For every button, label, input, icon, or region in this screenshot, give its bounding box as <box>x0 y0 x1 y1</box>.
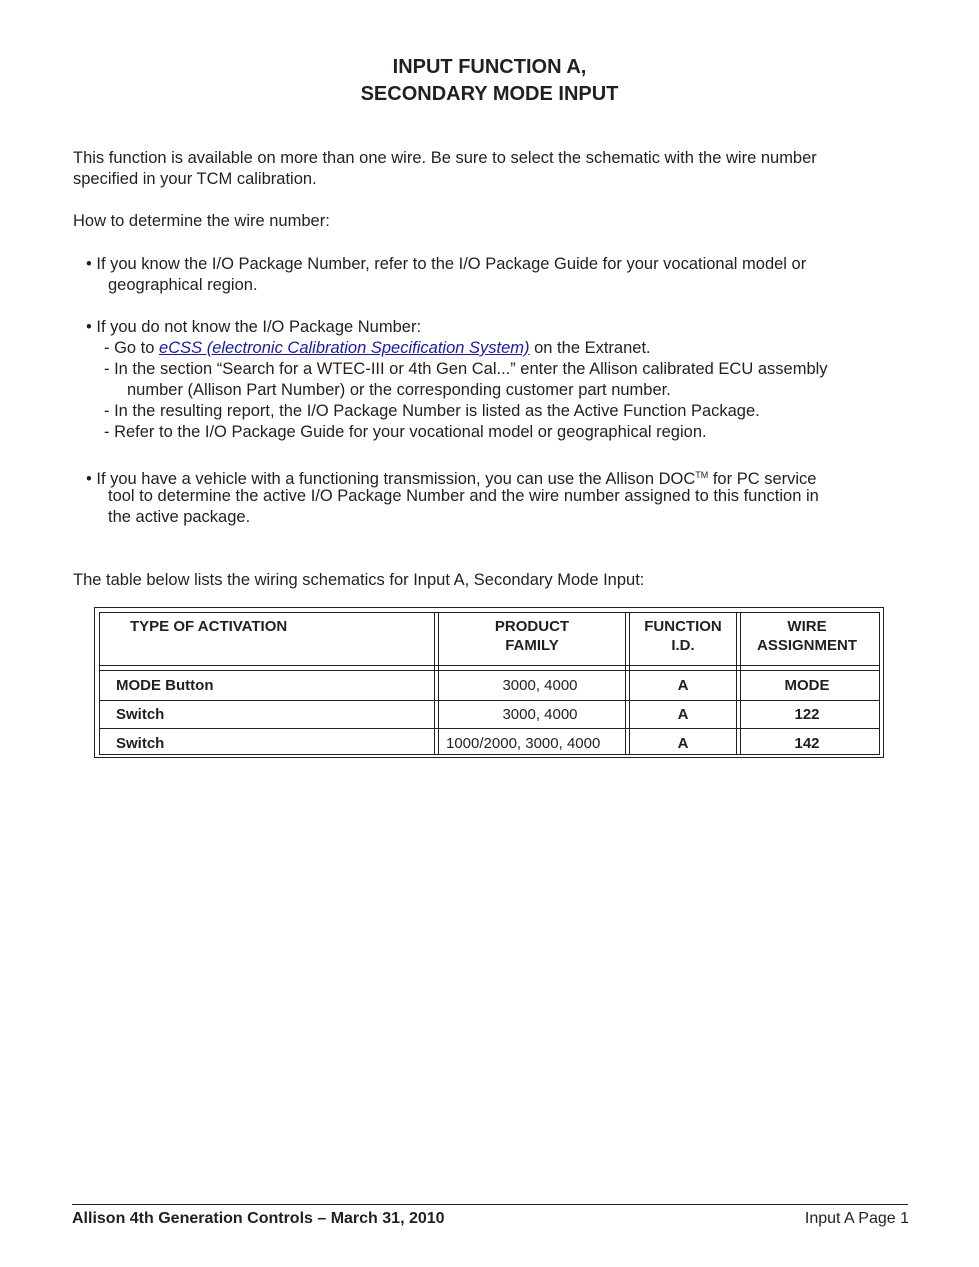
row-rule-2 <box>100 728 879 729</box>
go-to-suffix: on the Extranet. <box>529 339 651 357</box>
bullet-2-line-1: • If you do not know the I/O Package Number: <box>86 318 422 336</box>
row-1-function-id: A <box>677 677 689 694</box>
col-divider-1a <box>434 613 435 754</box>
intro-line-1: This function is available on more than one wire. Be sure to select the schematic with the wire number <box>73 149 817 167</box>
row-1-family: 3000, 4000 <box>502 677 578 694</box>
row-3-family: 1000/2000, 3000, 4000 <box>446 735 601 752</box>
row-2-family: 3000, 4000 <box>502 706 578 723</box>
footer-page-number: Input A Page 1 <box>804 1210 909 1227</box>
footer-rule <box>72 1204 908 1205</box>
header-rule-a <box>100 665 879 666</box>
ecss-link[interactable]: eCSS (electronic Calibration Specification System) <box>159 339 530 357</box>
header-type-of-activation: TYPE OF ACTIVATION <box>130 618 288 635</box>
bullet-2-line-3: - In the section “Search for a WTEC-III or 4th Gen Cal...” enter the Allison calibrated ECU assembly <box>104 360 828 378</box>
how-to-heading: How to determine the wire number: <box>73 212 330 230</box>
header-wire-assignment <box>741 617 873 655</box>
trademark-sup: TM <box>695 470 709 480</box>
row-3-type: Switch <box>116 735 165 752</box>
row-2-wire: 122 <box>794 706 820 723</box>
row-1-type: MODE Button <box>116 677 214 694</box>
bullet-1-line-1: • If you know the I/O Package Number, refer to the I/O Package Guide for your vocational model or <box>86 255 807 273</box>
bullet-2-line-6: - Refer to the I/O Package Guide for your vocational model or geographical region. <box>104 423 707 441</box>
header-function-line-1: FUNCTION <box>644 618 722 635</box>
header-product-line-2: FAMILY <box>505 637 559 654</box>
row-3-wire: 142 <box>794 735 820 752</box>
go-to-prefix: - Go to <box>104 339 160 357</box>
header-product-family <box>439 617 625 655</box>
page-title-line-1: INPUT FUNCTION A, <box>392 56 587 78</box>
header-function-line-2: I.D. <box>671 637 695 654</box>
row-2-type: Switch <box>116 706 165 723</box>
bullet-3-prefix: • If you have a vehicle with a functioning transmission, you can use the Allison DOC <box>86 470 696 488</box>
bullet-3-line-2: tool to determine the active I/O Package Number and the wire number assigned to this function in <box>108 487 819 505</box>
header-wire-line-2: ASSIGNMENT <box>756 637 857 654</box>
bullet-3-line-3: the active package. <box>108 508 251 526</box>
row-2-function-id: A <box>677 706 689 723</box>
bullet-2-line-4: number (Allison Part Number) or the corresponding customer part number. <box>127 381 671 399</box>
row-3-function-id: A <box>677 735 689 752</box>
bullet-3-suffix: for PC service <box>708 470 817 488</box>
col-divider-3a <box>736 613 737 754</box>
row-rule-1 <box>100 700 879 701</box>
header-wire-line-1: WIRE <box>787 618 827 635</box>
bullet-2-line-5: - In the resulting report, the I/O Package Number is listed as the Active Function Package. <box>104 402 760 420</box>
table-intro: The table below lists the wiring schematics for Input A, Secondary Mode Input: <box>73 571 645 589</box>
footer-left: Allison 4th Generation Controls – March 31, 2010 <box>72 1210 445 1227</box>
header-product-line-1: PRODUCT <box>494 618 570 635</box>
intro-line-2: specified in your TCM calibration. <box>73 170 317 188</box>
header-rule-b <box>100 670 879 671</box>
bullet-1-line-2: geographical region. <box>108 276 258 294</box>
bullet-2-go-to-line <box>104 338 651 359</box>
page-title-line-2: SECONDARY MODE INPUT <box>360 83 619 105</box>
header-function-id <box>630 617 736 655</box>
row-1-wire: MODE <box>784 677 830 694</box>
